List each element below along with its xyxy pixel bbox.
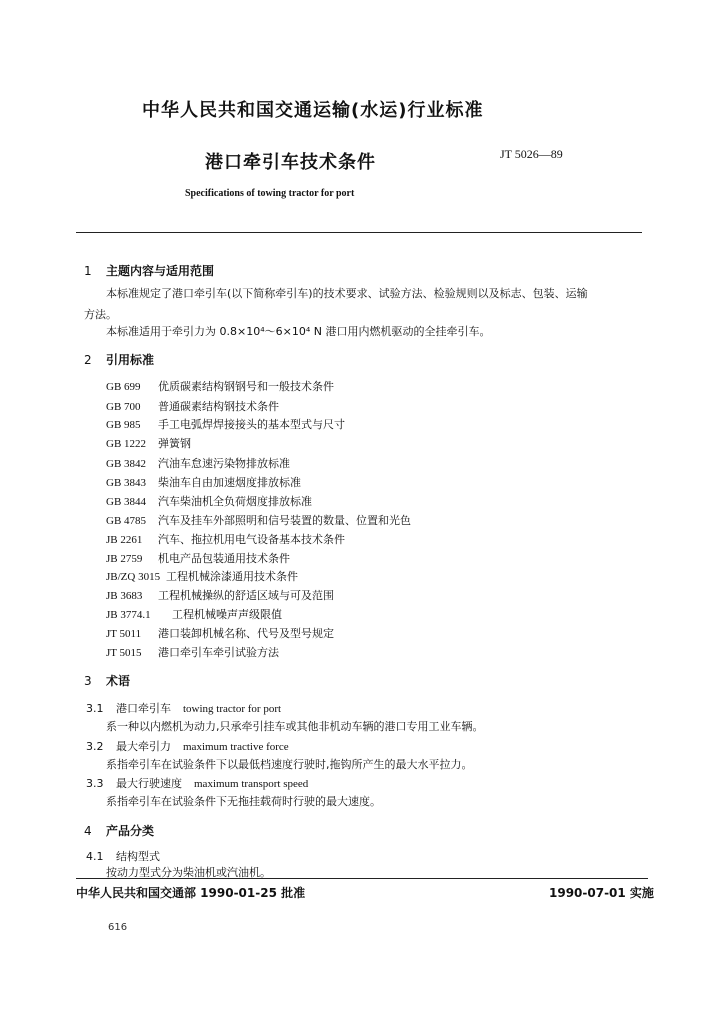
reference-item [106,493,312,509]
reference-item [106,625,334,641]
reference-title: 弹簧钢 [158,437,191,450]
term-definition: 系指牵引车在试验条件下以最低档速度行驶时,拖钩所产生的最大水平拉力。 [106,758,473,771]
reference-code: JB 2261 [106,534,143,546]
reference-item [106,474,301,490]
section-number: 4 [84,824,92,838]
subsection-title: 结构型式 [116,850,160,863]
english-title: Specifications of towing tractor for port [185,188,355,199]
term-heading [86,700,281,716]
reference-code: GB 985 [106,419,141,431]
standard-category-title: 中华人民共和国交通运输(水运)行业标准 [142,100,484,121]
footer-divider [76,878,648,879]
reference-item [106,550,290,566]
document-code: JT 5026—89 [500,147,563,161]
reference-code: GB 3842 [106,458,147,470]
reference-title: 汽车柴油机全负荷烟度排放标准 [158,495,312,508]
section-title: 产品分类 [106,824,155,838]
reference-code: JB/ZQ 3015 [106,571,161,583]
reference-title: 汽车及挂车外部照明和信号装置的数量、位置和光色 [158,514,411,527]
reference-item [106,512,411,528]
reference-title: 汽车、拖拉机用电气设备基本技术条件 [158,533,345,546]
section-4-heading [84,822,154,839]
term-number: 3.3 [86,777,104,790]
reference-code: JB 3774.1 [106,609,151,621]
section-1-paragraph-1-line-2: 方法。 [84,308,117,321]
reference-title: 机电产品包装通用技术条件 [158,552,290,565]
reference-item [106,455,290,471]
term-english: maximum transport speed [194,778,309,790]
approval-line: 中华人民共和国交通部 1990-01-25 批准 [76,886,306,900]
section-1-paragraph-2: 本标准适用于牵引力为 0.8×10⁴～6×10⁴ N 港口用内燃机驱动的全挂牵引车。 [106,325,491,338]
reference-code: GB 699 [106,381,141,393]
reference-title: 工程机械噪声声级限值 [172,608,282,621]
term-definition: 系一种以内燃机为动力,只承牵引挂车或其他非机动车辆的港口专用工业车辆。 [106,720,484,733]
section-number: 2 [84,353,92,367]
reference-item [106,606,282,622]
reference-code: JB 3683 [106,590,143,602]
term-english: towing tractor for port [183,703,282,715]
term-number: 3.1 [86,702,104,715]
section-3-heading [84,672,130,689]
term-chinese: 最大牵引力 [116,740,171,753]
section-2-heading [84,351,154,368]
term-definition: 系指牵引车在试验条件下无拖挂载荷时行驶的最大速度。 [106,795,381,808]
reference-title: 柴油车自由加速烟度排放标准 [158,476,301,489]
section-title: 主题内容与适用范围 [106,264,215,278]
reference-title: 港口牵引车牵引试验方法 [158,646,279,659]
section-1-heading [84,262,214,279]
header-divider [76,232,642,233]
reference-code: GB 1222 [106,438,147,450]
reference-title: 工程机械涂漆通用技术条件 [166,570,298,583]
document-title: 港口牵引车技术条件 [205,152,376,173]
reference-code: GB 700 [106,401,141,413]
reference-title: 优质碳素结构钢钢号和一般技术条件 [158,380,334,393]
section-number: 1 [84,264,92,278]
reference-title: 手工电弧焊焊接接头的基本型式与尺寸 [158,418,345,431]
reference-item [106,568,298,584]
term-number: 3.2 [86,740,104,753]
reference-item [106,531,345,547]
term-chinese: 港口牵引车 [116,702,171,715]
reference-item [106,587,334,603]
section-1-paragraph-1-line-1: 本标准规定了港口牵引车(以下简称牵引车)的技术要求、试验方法、检验规则以及标志、包装、运输 [106,287,588,300]
reference-code: GB 3843 [106,477,147,489]
reference-item [106,644,279,660]
reference-item [106,435,191,451]
term-english: maximum tractive force [183,741,289,753]
reference-title: 普通碳素结构钢技术条件 [158,400,279,413]
term-chinese: 最大行驶速度 [116,777,182,790]
effective-date: 1990-07-01 实施 [549,886,654,900]
reference-item [106,378,334,394]
section-title: 引用标准 [106,353,155,367]
term-heading [86,775,308,791]
reference-title: 汽油车怠速污染物排放标准 [158,457,290,470]
page-number: 616 [108,922,128,933]
reference-code: JT 5011 [106,628,142,640]
subsection-4-1-heading [86,848,160,864]
subsection-number: 4.1 [86,850,104,863]
section-number: 3 [84,674,92,688]
reference-code: JT 5015 [106,647,142,659]
section-title: 术语 [106,674,131,688]
reference-title: 工程机械操纵的舒适区域与可及范围 [158,589,334,602]
reference-code: GB 4785 [106,515,147,527]
term-heading [86,738,289,754]
reference-item [106,416,345,432]
subsection-4-1-text: 按动力型式分为柴油机或汽油机。 [106,866,271,879]
reference-item [106,398,279,414]
reference-title: 港口装卸机械名称、代号及型号规定 [158,627,334,640]
reference-code: JB 2759 [106,553,143,565]
reference-code: GB 3844 [106,496,147,508]
